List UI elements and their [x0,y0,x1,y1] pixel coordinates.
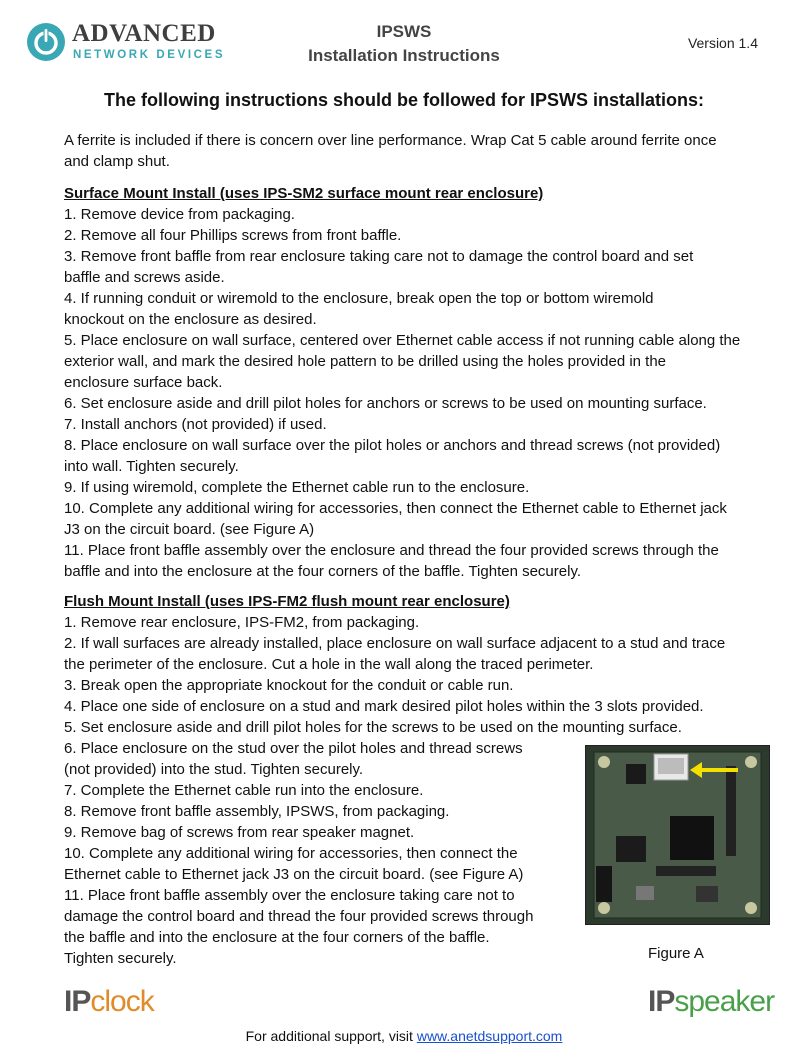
instruction-list [64,612,776,738]
ipspeaker-logo [648,985,774,1019]
instruction-line: Tighten securely. [64,950,177,967]
instruction-line: (not provided) into the stud. Tighten securely. [64,761,364,778]
instruction-line: 4. Place one side of enclosure on a stud and mark desired pilot holes within the 3 slots provided. [64,698,704,715]
instruction-line: 9. Remove bag of screws from rear speaker magnet. [64,824,415,841]
instruction-line: baffle and screws aside. [64,269,225,286]
ipspeaker-logo-prefix: IP [648,985,675,1018]
ipclock-logo [64,985,154,1019]
instruction-line: 8. Remove front baffle assembly, IPSWS, from packaging. [64,803,450,820]
document-title [0,20,808,68]
circuit-board-image [585,745,770,925]
instruction-list [64,204,776,582]
section-title: Flush Mount Install (uses IPS-FM2 flush mount rear enclosure) [64,593,510,610]
instruction-line: 11. Place front baffle assembly over the enclosure and thread the four provided screws through the [64,542,719,559]
instruction-line: knockout on the enclosure as desired. [64,311,317,328]
brand-subtitle: NETWORK DEVICES [73,49,226,61]
instruction-line: J3 on the circuit board. (see Figure A) [64,521,315,538]
ipclock-logo-word: clock [90,985,154,1018]
figure-caption: Figure A [648,945,704,962]
instruction-line: 7. Install anchors (not provided) if used. [64,416,327,433]
instruction-line: 6. Place enclosure on the stud over the pilot holes and thread screws [64,740,523,757]
instruction-line: 5. Place enclosure on wall surface, centered over Ethernet cable access if not running cable along the [64,332,741,349]
instruction-line: exterior wall, and mark the desired hole pattern to be drilled using the holes provided in the [64,353,667,370]
section-title: Surface Mount Install (uses IPS-SM2 surface mount rear enclosure) [64,185,544,202]
instruction-line: Ethernet cable to Ethernet jack J3 on the circuit board. (see Figure A) [64,866,524,883]
footer-text: For additional support, visit [245,1028,417,1044]
instruction-line: 10. Complete any additional wiring for accessories, then connect the Ethernet cable to Ethernet jack [64,500,727,517]
surface-mount-section [64,183,776,582]
footer [0,1028,808,1044]
instruction-line: enclosure surface back. [64,374,223,391]
circuit-board-illustration [586,746,769,924]
instruction-line: into wall. Tighten securely. [64,458,239,475]
intro-line: and clamp shut. [64,153,170,170]
brand-name: ADVANCED [72,20,216,47]
intro-paragraph [64,130,776,172]
instruction-line: 11. Place front baffle assembly over the enclosure taking care not to [64,887,515,904]
instruction-line: 1. Remove rear enclosure, IPS-FM2, from packaging. [64,614,420,631]
instruction-line: 2. Remove all four Phillips screws from front baffle. [64,227,402,244]
instruction-line: the baffle and into the enclosure at the four corners of the baffle. [64,929,490,946]
instruction-line: 6. Set enclosure aside and drill pilot holes for anchors or screws to be used on mounting surface. [64,395,707,412]
instruction-line: 7. Complete the Ethernet cable run into the enclosure. [64,782,424,799]
main-heading: The following instructions should be followed for IPSWS installations: [103,90,704,110]
instruction-line: the perimeter of the enclosure. Cut a hole in the wall along the traced perimeter. [64,656,594,673]
doc-code: IPSWS [376,22,432,41]
ipclock-logo-prefix: IP [64,985,91,1018]
doc-title: Installation Instructions [308,46,500,65]
instruction-line: damage the control board and thread the four provided screws through [64,908,534,925]
intro-line: A ferrite is included if there is concern over line performance. Wrap Cat 5 cable around ferrite once [64,132,717,149]
instruction-line: 2. If wall surfaces are already installed, place enclosure on wall surface adjacent to a stud and trace [64,635,726,652]
instruction-line: 3. Remove front baffle from rear enclosure taking care not to damage the control board and set [64,248,694,265]
instruction-line: 8. Place enclosure on wall surface over the pilot holes or anchors and thread screws (not provided) [64,437,721,454]
instruction-line: 5. Set enclosure aside and drill pilot holes for the screws to be used on the mounting surface. [64,719,682,736]
ipspeaker-logo-word: speaker [674,985,775,1018]
support-link[interactable]: www.anetdsupport.com [416,1028,563,1044]
version-label: Version 1.4 [687,35,758,51]
instruction-line: 4. If running conduit or wiremold to the enclosure, break open the top or bottom wiremold [64,290,654,307]
instruction-line: baffle and into the enclosure at the four corners of the baffle. Tighten securely. [64,563,581,580]
instruction-list-narrow [64,738,564,969]
instruction-line: 9. If using wiremold, complete the Ethernet cable run to the enclosure. [64,479,530,496]
instruction-line: 10. Complete any additional wiring for accessories, then connect the [64,845,518,862]
instruction-line: 3. Break open the appropriate knockout for the conduit or cable run. [64,677,514,694]
instruction-line: 1. Remove device from packaging. [64,206,295,223]
